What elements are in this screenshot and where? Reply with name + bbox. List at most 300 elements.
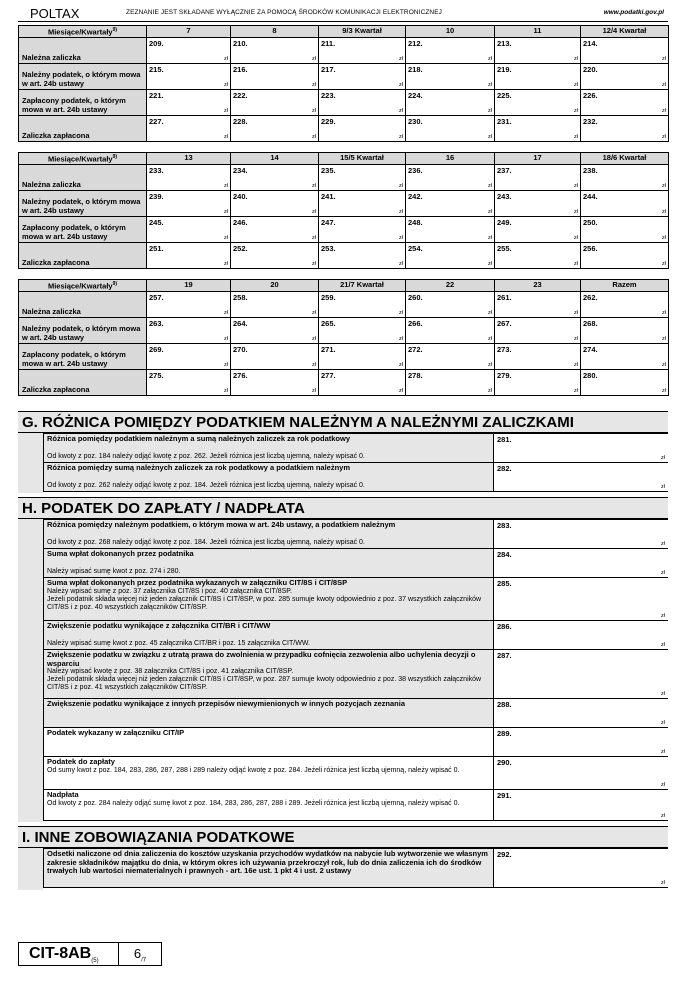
amount-field[interactable] — [495, 37, 581, 63]
amount-field[interactable] — [406, 291, 495, 317]
currency-label: zł — [224, 182, 228, 189]
field-number: 248. — [408, 217, 423, 227]
field-number: 242. — [408, 191, 423, 201]
amount-field[interactable] — [581, 164, 669, 190]
form-item — [43, 548, 668, 578]
period-column-header: 18/6 Kwartał — [581, 153, 669, 165]
currency-label: zł — [224, 335, 228, 342]
field-number: 216. — [233, 64, 248, 74]
item-title: Nadpłata — [47, 790, 79, 799]
currency-label: zł — [574, 55, 578, 62]
item-description — [44, 849, 494, 887]
amount-field[interactable] — [231, 164, 319, 190]
period-column-header: 7 — [147, 26, 231, 38]
amount-field[interactable] — [231, 190, 319, 216]
amount-field[interactable] — [231, 317, 319, 343]
top-header — [18, 6, 668, 22]
field-number: 271. — [321, 344, 336, 354]
row-label: Należna zaliczka — [19, 37, 147, 63]
months-table — [18, 25, 669, 142]
amount-field[interactable] — [231, 242, 319, 268]
amount-field[interactable] — [581, 63, 669, 89]
table-row — [19, 37, 669, 63]
period-column-header: 22 — [406, 280, 495, 292]
amount-field[interactable] — [406, 115, 495, 141]
currency-label: zł — [312, 260, 316, 267]
currency-label: zł — [399, 107, 403, 114]
item-description — [44, 699, 494, 727]
currency-label: zł — [399, 133, 403, 140]
item-note: Od kwoty z poz. 268 należy odjąć kwotę z poz. 184. Jeżeli różnica jest liczbą ujemną, należy wpisać 0. — [47, 538, 365, 546]
currency-label: zł — [574, 335, 578, 342]
amount-field[interactable] — [319, 164, 406, 190]
currency-label: zł — [574, 107, 578, 114]
amount-field[interactable] — [494, 790, 668, 820]
item-description — [44, 434, 494, 462]
field-number: 278. — [408, 370, 423, 380]
currency-label: zł — [312, 309, 316, 316]
field-number: 268. — [583, 318, 598, 328]
section-h — [18, 519, 668, 822]
field-number: 221. — [149, 90, 164, 100]
field-number: 240. — [233, 191, 248, 201]
field-number: 241. — [321, 191, 336, 201]
item-title: Różnica pomiędzy sumą należnych zaliczek za rok podatkowy a podatkiem należnym — [47, 463, 351, 472]
amount-field[interactable] — [581, 89, 669, 115]
section-h-title: H. PODATEK DO ZAPŁATY / NADPŁATA — [18, 497, 668, 519]
field-number: 250. — [583, 217, 598, 227]
field-number: 232. — [583, 116, 598, 126]
amount-field[interactable] — [406, 190, 495, 216]
field-number: 239. — [149, 191, 164, 201]
amount-field[interactable] — [319, 369, 406, 395]
amount-field[interactable] — [581, 291, 669, 317]
currency-label: zł — [661, 691, 665, 697]
amount-field[interactable] — [147, 242, 231, 268]
field-number: 274. — [583, 344, 598, 354]
form-item — [43, 848, 668, 888]
amount-field[interactable] — [494, 578, 668, 620]
currency-label: zł — [312, 107, 316, 114]
amount-field[interactable] — [231, 89, 319, 115]
amount-field[interactable] — [494, 757, 668, 789]
currency-label: zł — [662, 107, 666, 114]
amount-field[interactable] — [147, 369, 231, 395]
amount-field[interactable] — [495, 89, 581, 115]
table-row — [19, 343, 669, 369]
period-column-header: Razem — [581, 280, 669, 292]
amount-field[interactable] — [406, 317, 495, 343]
field-number: 252. — [233, 243, 248, 253]
amount-field[interactable] — [319, 343, 406, 369]
amount-field[interactable] — [231, 63, 319, 89]
item-description — [44, 728, 494, 756]
field-number: 227. — [149, 116, 164, 126]
amount-field[interactable] — [231, 37, 319, 63]
amount-field[interactable] — [495, 63, 581, 89]
currency-label: zł — [224, 309, 228, 316]
field-number: 231. — [497, 116, 512, 126]
field-number: 246. — [233, 217, 248, 227]
amount-field[interactable] — [494, 650, 668, 698]
amount-field[interactable] — [494, 434, 668, 462]
currency-label: zł — [661, 720, 665, 726]
amount-field[interactable] — [147, 115, 231, 141]
currency-label: zł — [224, 133, 228, 140]
field-number: 229. — [321, 116, 336, 126]
item-description — [44, 650, 494, 698]
period-column-header: 10 — [406, 26, 495, 38]
currency-label: zł — [224, 361, 228, 368]
currency-label: zł — [488, 260, 492, 267]
field-number: 281. — [497, 435, 512, 444]
period-column-header: 9/3 Kwartał — [319, 26, 406, 38]
amount-field[interactable] — [319, 63, 406, 89]
field-number: 237. — [497, 165, 512, 175]
field-number: 290. — [497, 758, 512, 767]
row-label: Zapłacony podatek, o którym mowa w art. 24b ustawy — [19, 89, 147, 115]
currency-label: zł — [574, 133, 578, 140]
currency-label: zł — [662, 361, 666, 368]
currency-label: zł — [399, 234, 403, 241]
currency-label: zł — [488, 387, 492, 394]
amount-field[interactable] — [581, 190, 669, 216]
field-number: 212. — [408, 38, 423, 48]
currency-label: zł — [661, 642, 665, 648]
amount-field[interactable] — [406, 37, 495, 63]
amount-field[interactable] — [581, 369, 669, 395]
currency-label: zł — [399, 182, 403, 189]
amount-field[interactable] — [147, 89, 231, 115]
currency-label: zł — [574, 208, 578, 215]
currency-label: zł — [662, 335, 666, 342]
website-link[interactable]: www.podatki.gov.pl — [603, 9, 664, 16]
currency-label: zł — [661, 782, 665, 788]
form-item — [43, 519, 668, 549]
currency-label: zł — [662, 234, 666, 241]
item-note-extra: Jeżeli podatnik składa więcej niż jeden załącznik CIT/8S i CIT/8SP, w poz. 285 sumuje kwoty odpowiednio z poz. 37 wszystkich załączników CIT/8S i z poz. 40 wszystkich załączników CIT/8SP. — [47, 595, 482, 611]
currency-label: zł — [661, 613, 665, 619]
form-item — [43, 433, 668, 463]
currency-label: zł — [662, 260, 666, 267]
amount-field[interactable] — [406, 89, 495, 115]
item-description — [44, 463, 494, 491]
table-row — [19, 291, 669, 317]
amount-field[interactable] — [147, 216, 231, 242]
currency-label: zł — [488, 107, 492, 114]
field-number: 223. — [321, 90, 336, 100]
currency-label: zł — [312, 335, 316, 342]
row-label: Zaliczka zapłacona — [19, 369, 147, 395]
form-item — [43, 756, 668, 790]
field-number: 273. — [497, 344, 512, 354]
currency-label: zł — [399, 55, 403, 62]
amount-field[interactable] — [147, 317, 231, 343]
amount-field[interactable] — [494, 463, 668, 491]
amount-field[interactable] — [581, 115, 669, 141]
field-number: 284. — [497, 550, 512, 559]
form-footer — [18, 942, 162, 966]
field-number: 226. — [583, 90, 598, 100]
electronic-notice: ZEZNANIE JEST SKŁADANE WYŁĄCZNIE ZA POMOCĄ ŚRODKÓW KOMUNIKACJI ELEKTRONICZNEJ — [126, 9, 443, 16]
currency-label: zł — [488, 335, 492, 342]
field-number: 236. — [408, 165, 423, 175]
row-label: Należny podatek, o którym mowa w art. 24b ustawy — [19, 63, 147, 89]
item-description — [44, 578, 494, 620]
field-number: 259. — [321, 292, 336, 302]
amount-field[interactable] — [406, 216, 495, 242]
amount-field[interactable] — [406, 164, 495, 190]
item-note: Należy wpisać sumę kwot z poz. 45 załącznika CIT/BR i poz. 15 załącznika CIT/WW. — [47, 639, 310, 647]
currency-label: zł — [662, 133, 666, 140]
months-table — [18, 279, 669, 396]
field-number: 272. — [408, 344, 423, 354]
amount-field[interactable] — [495, 164, 581, 190]
amount-field[interactable] — [319, 190, 406, 216]
currency-label: zł — [574, 182, 578, 189]
item-note: Od kwoty z poz. 184 należy odjąć kwotę z poz. 262. Jeżeli różnica jest liczbą ujemną, należy wpisać 0. — [47, 452, 365, 460]
amount-field[interactable] — [495, 216, 581, 242]
currency-label: zł — [488, 208, 492, 215]
field-number: 230. — [408, 116, 423, 126]
field-number: 222. — [233, 90, 248, 100]
currency-label: zł — [662, 309, 666, 316]
currency-label: zł — [399, 361, 403, 368]
amount-field[interactable] — [319, 89, 406, 115]
currency-label: zł — [662, 81, 666, 88]
field-number: 233. — [149, 165, 164, 175]
currency-label: zł — [224, 208, 228, 215]
months-table — [18, 152, 669, 269]
row-label: Zapłacony podatek, o którym mowa w art. 24b ustawy — [19, 216, 147, 242]
field-number: 217. — [321, 64, 336, 74]
amount-field[interactable] — [581, 317, 669, 343]
field-number: 243. — [497, 191, 512, 201]
amount-field[interactable] — [406, 343, 495, 369]
row-label: Należna zaliczka — [19, 164, 147, 190]
currency-label: zł — [312, 387, 316, 394]
amount-field[interactable] — [231, 343, 319, 369]
currency-label: zł — [312, 234, 316, 241]
amount-field[interactable] — [494, 520, 668, 548]
currency-label: zł — [224, 55, 228, 62]
field-number: 257. — [149, 292, 164, 302]
currency-label: zł — [312, 133, 316, 140]
currency-label: zł — [399, 81, 403, 88]
field-number: 258. — [233, 292, 248, 302]
amount-field[interactable] — [231, 115, 319, 141]
item-title: Zwiększenie podatku wynikające z innych przepisów niewymienionych w innych pozycjach zeznania — [47, 699, 406, 708]
field-number: 279. — [497, 370, 512, 380]
field-number: 291. — [497, 791, 512, 800]
field-number: 249. — [497, 217, 512, 227]
period-column-header: 23 — [495, 280, 581, 292]
amount-field[interactable] — [319, 242, 406, 268]
item-title: Różnica pomiędzy podatkiem należnym a sumą należnych zaliczek za rok podatkowy — [47, 434, 351, 443]
item-note: Od kwoty z poz. 262 należy odjąć kwotę z poz. 184. Jeżeli różnica jest liczbą ujemną, należy wpisać 0. — [47, 481, 365, 489]
amount-field[interactable] — [581, 242, 669, 268]
amount-field[interactable] — [494, 728, 668, 756]
field-number: 261. — [497, 292, 512, 302]
amount-field[interactable] — [406, 369, 495, 395]
currency-label: zł — [224, 260, 228, 267]
item-title: Różnica pomiędzy należnym podatkiem, o którym mowa w art. 24b ustawy, a podatkiem należnym — [47, 520, 396, 529]
amount-field[interactable] — [147, 291, 231, 317]
field-number: 292. — [497, 850, 512, 859]
row-label: Należny podatek, o którym mowa w art. 24b ustawy — [19, 190, 147, 216]
currency-label: zł — [488, 81, 492, 88]
currency-label: zł — [661, 484, 665, 490]
field-number: 234. — [233, 165, 248, 175]
form-item — [43, 649, 668, 699]
amount-field[interactable] — [495, 190, 581, 216]
table-row — [19, 89, 669, 115]
field-number: 285. — [497, 579, 512, 588]
currency-label: zł — [661, 749, 665, 755]
currency-label: zł — [399, 260, 403, 267]
item-note: Od kwoty z poz. 284 należy odjąć sumę kwot z poz. 184, 283, 286, 287, 288 i 289. Jeżeli różnica jest liczbą ujemną, należy wpisać 0. — [47, 799, 460, 807]
table-row — [19, 242, 669, 268]
period-column-header: 14 — [231, 153, 319, 165]
currency-label: zł — [574, 260, 578, 267]
field-number: 235. — [321, 165, 336, 175]
field-number: 215. — [149, 64, 164, 74]
field-number: 275. — [149, 370, 164, 380]
amount-field[interactable] — [406, 63, 495, 89]
months-header-label: Miesiące/Kwartały$^{9)}$ — [19, 26, 147, 38]
item-note-extra: Jeżeli podatnik składa więcej niż jeden załącznik CIT/8S i CIT/8SP, w poz. 287 sumuje kwoty odpowiednio z poz. 38 wszystkich załączników CIT/8S i z poz. 41 wszystkich załączników CIT/8SP. — [47, 676, 482, 691]
field-number: 262. — [583, 292, 598, 302]
item-description — [44, 621, 494, 649]
amount-field[interactable] — [494, 621, 668, 649]
field-number: 287. — [497, 651, 512, 660]
amount-field[interactable] — [147, 164, 231, 190]
period-column-header: 13 — [147, 153, 231, 165]
amount-field[interactable] — [319, 115, 406, 141]
table-row — [19, 190, 669, 216]
field-number: 211. — [321, 38, 336, 48]
section-i-title: I. INNE ZOBOWIĄZANIA PODATKOWE — [18, 826, 668, 848]
amount-field[interactable] — [406, 242, 495, 268]
field-number: 267. — [497, 318, 512, 328]
amount-field[interactable] — [494, 849, 668, 887]
currency-label: zł — [224, 81, 228, 88]
field-number: 238. — [583, 165, 598, 175]
amount-field[interactable] — [495, 369, 581, 395]
field-number: 213. — [497, 38, 512, 48]
amount-field[interactable] — [494, 699, 668, 727]
field-number: 286. — [497, 622, 512, 631]
item-note: Należy wpisać sumę kwot z poz. 274 i 280. — [47, 567, 181, 575]
section-g-title: G. RÓŻNICA POMIĘDZY PODATKIEM NALEŻNYM A NALEŻNYMI ZALICZKAMI — [18, 411, 668, 433]
item-description — [44, 790, 494, 820]
item-note: Należy wpisać kwotę z poz. 38 załącznika CIT/8S i poz. 41 załącznika CIT/8SP. — [47, 668, 294, 675]
currency-label: zł — [224, 234, 228, 241]
period-column-header: 16 — [406, 153, 495, 165]
table-row — [19, 317, 669, 343]
form-item — [43, 577, 668, 621]
period-column-header: 15/5 Kwartał — [319, 153, 406, 165]
field-number: 256. — [583, 243, 598, 253]
field-number: 225. — [497, 90, 512, 100]
period-column-header: 17 — [495, 153, 581, 165]
amount-field[interactable] — [319, 37, 406, 63]
currency-label: zł — [574, 309, 578, 316]
months-header-label: Miesiące/Kwartały$^{9)}$ — [19, 280, 147, 292]
row-label: Należny podatek, o którym mowa w art. 24b ustawy — [19, 317, 147, 343]
currency-label: zł — [574, 234, 578, 241]
field-number: 214. — [583, 38, 598, 48]
currency-label: zł — [312, 55, 316, 62]
amount-field[interactable] — [319, 216, 406, 242]
period-column-header: 20 — [231, 280, 319, 292]
amount-field[interactable] — [319, 317, 406, 343]
field-number: 228. — [233, 116, 248, 126]
currency-label: zł — [399, 387, 403, 394]
currency-label: zł — [488, 133, 492, 140]
item-title: Suma wpłat dokonanych przez podatnika wykazanych w załączniku CIT/8S i CIT/8SP — [47, 578, 348, 587]
row-label: Zaliczka zapłacona — [19, 242, 147, 268]
currency-label: zł — [312, 81, 316, 88]
item-title: Zwiększenie podatku wynikające z załącznika CIT/BR i CIT/WW — [47, 621, 271, 630]
period-column-header: 8 — [231, 26, 319, 38]
currency-label: zł — [662, 182, 666, 189]
amount-field[interactable] — [581, 343, 669, 369]
period-column-header: 12/4 Kwartał — [581, 26, 669, 38]
field-number: 277. — [321, 370, 336, 380]
amount-field[interactable] — [581, 37, 669, 63]
form-item — [43, 727, 668, 757]
item-title: Podatek wykazany w załączniku CIT/IP — [47, 728, 185, 737]
field-number: 219. — [497, 64, 512, 74]
field-number: 264. — [233, 318, 248, 328]
field-number: 260. — [408, 292, 423, 302]
table-row — [19, 216, 669, 242]
form-item — [43, 789, 668, 821]
field-number: 283. — [497, 521, 512, 530]
currency-label: zł — [661, 541, 665, 547]
form-item — [43, 620, 668, 650]
currency-label: zł — [488, 234, 492, 241]
currency-label: zł — [224, 387, 228, 394]
amount-field[interactable] — [495, 115, 581, 141]
row-label: Zapłacony podatek, o którym mowa w art. 24b ustawy — [19, 343, 147, 369]
amount-field[interactable] — [231, 291, 319, 317]
table-row — [19, 164, 669, 190]
field-number: 220. — [583, 64, 598, 74]
field-number: 247. — [321, 217, 336, 227]
amount-field[interactable] — [581, 216, 669, 242]
amount-field[interactable] — [231, 369, 319, 395]
amount-field[interactable] — [147, 190, 231, 216]
amount-field[interactable] — [494, 549, 668, 577]
amount-field[interactable] — [147, 343, 231, 369]
amount-field[interactable] — [495, 242, 581, 268]
amount-field[interactable] — [319, 291, 406, 317]
amount-field[interactable] — [147, 37, 231, 63]
currency-label: zł — [312, 208, 316, 215]
amount-field[interactable] — [495, 343, 581, 369]
amount-field[interactable] — [231, 216, 319, 242]
amount-field[interactable] — [495, 317, 581, 343]
field-number: 209. — [149, 38, 164, 48]
currency-label: zł — [574, 361, 578, 368]
currency-label: zł — [662, 208, 666, 215]
field-number: 244. — [583, 191, 598, 201]
amount-field[interactable] — [147, 63, 231, 89]
currency-label: zł — [488, 309, 492, 316]
amount-field[interactable] — [495, 291, 581, 317]
